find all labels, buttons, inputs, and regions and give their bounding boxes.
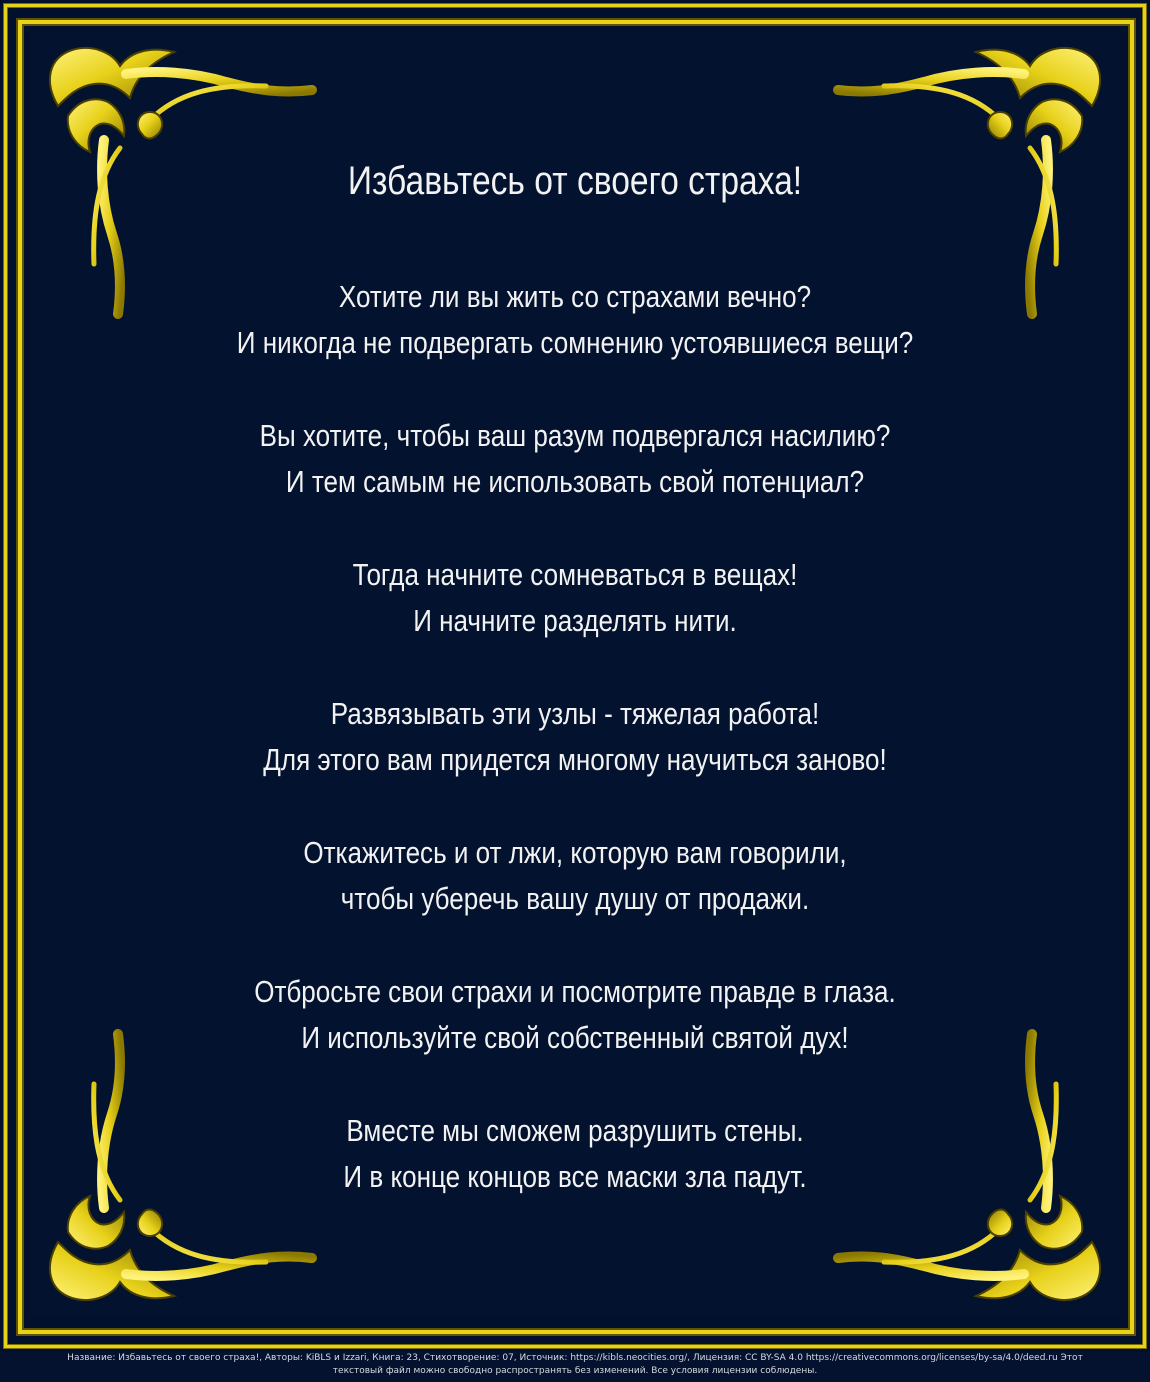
poem-line: Вы хотите, чтобы ваш разум подвергался насилию? bbox=[259, 418, 891, 453]
license-footer bbox=[0, 1352, 1150, 1382]
stanza bbox=[184, 1108, 965, 1200]
footer-line-1: Название: Избавьтесь от своего страха!, Авторы: KiBLS и Izzari, Книга: 23, Стихотворение: 07, Источник: https://kibls.neocities.org/, Лицензия: CC BY-SA 4.0 https://creativecommons.org/licenses/by-sa/4.0/deed.ru Этот bbox=[67, 1353, 1083, 1363]
poem-line: Вместе мы сможем разрушить стены. bbox=[346, 1113, 804, 1148]
poem-line: И никогда не подвергать сомнению устоявшиеся вещи? bbox=[236, 325, 914, 360]
stanza bbox=[184, 552, 965, 644]
poem-line: И в конце концов все маски зла падут. bbox=[343, 1159, 807, 1194]
poem-line: И используйте свой собственный святой дух! bbox=[301, 1020, 849, 1055]
poem-line: Отбросьте свои страхи и посмотрите правде в глаза. bbox=[254, 974, 896, 1009]
poem-title: Избавьтесь от своего страха! bbox=[347, 159, 803, 203]
poem-line: Развязывать эти узлы - тяжелая работа! bbox=[330, 696, 820, 731]
footer-line-2: текстовый файл можно свободно распространять без изменений. Все условия лицензии соблюдены. bbox=[332, 1366, 818, 1376]
poem-line: Для этого вам придется многому научиться заново! bbox=[263, 742, 887, 777]
stanza bbox=[184, 413, 965, 505]
poem-line: Хотите ли вы жить со страхами вечно? bbox=[338, 279, 812, 314]
stanza bbox=[184, 691, 965, 783]
stanza bbox=[184, 830, 965, 922]
stanza bbox=[184, 969, 965, 1061]
poem-line: И тем самым не использовать свой потенциал? bbox=[285, 464, 865, 499]
poem bbox=[184, 150, 965, 1247]
stanza bbox=[184, 274, 965, 366]
poem-line: чтобы уберечь вашу душу от продажи. bbox=[340, 881, 810, 916]
poem-line: Тогда начните сомневаться в вещах! bbox=[352, 557, 798, 592]
poem-line: И начните разделять нити. bbox=[413, 603, 737, 638]
poem-line: Откажитесь и от лжи, которую вам говорили, bbox=[303, 835, 847, 870]
